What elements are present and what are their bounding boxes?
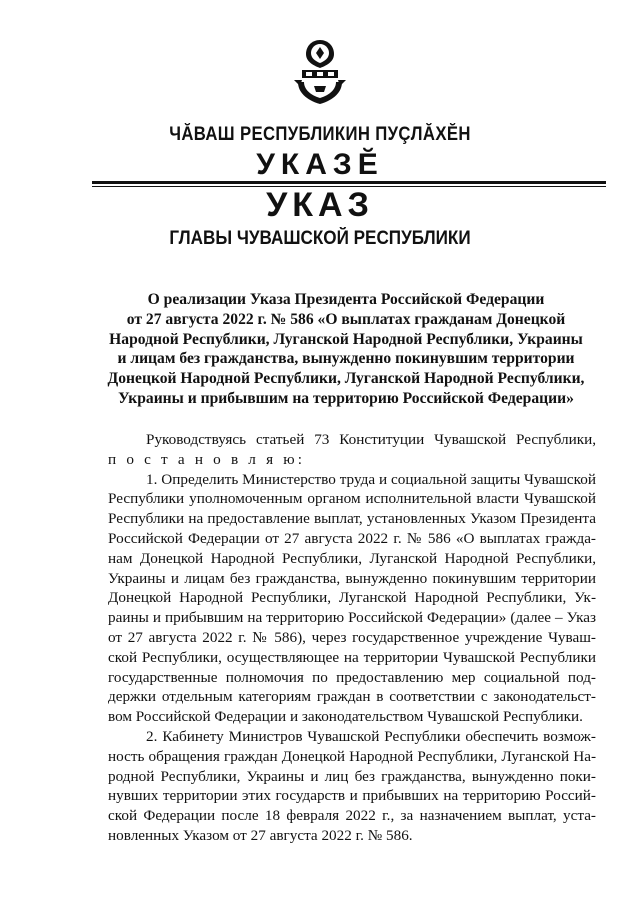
- body-line: ность обращения граждан Донецкой Народной Республики, Луганской На-: [108, 747, 596, 765]
- body-line: нувших территории этих государств и прибывших на территорию Россий-: [108, 787, 596, 805]
- body-line: родной Республики, Украины и лиц без гражданства, вынужденно поки-: [108, 767, 596, 785]
- chuvash-header-line: ЧĂВАШ РЕСПУБЛИКИН ПУÇЛĂХĔН: [169, 124, 471, 145]
- subject-line: Донецкой Народной Республики, Луганской Народной Республики,: [107, 370, 585, 388]
- subject-line: О реализации Указа Президента Российской Федерации: [147, 291, 545, 308]
- coat-of-arms-icon: [288, 34, 352, 108]
- body-line: Донецкой Народной Республики, Луганской Народной Республики, Ук-: [108, 589, 596, 607]
- russian-head-subtitle: ГЛАВЫ ЧУВАШСКОЙ РЕСПУБЛИКИ: [169, 228, 471, 249]
- body-line: 1. Определить Министерство труда и социальной защиты Чувашской: [146, 470, 596, 488]
- chuvash-ukaze-title: УКАЗĔ: [256, 148, 384, 181]
- subject-line: Украины и прибывшим на территорию Российской Федерации»: [118, 389, 574, 407]
- body-line: нам Донецкой Народной Республики, Луганской Народной Республики,: [108, 549, 596, 567]
- body-line: новленных Указом от 27 августа 2022 г. № 586.: [108, 826, 413, 844]
- decree-subject: [96, 290, 596, 409]
- body-line: Республики на предоставление выплат, установленных Указом Президента: [108, 510, 596, 528]
- subject-line: от 27 августа 2022 г. № 586 «О выплатах гражданам Донецкой: [126, 310, 566, 328]
- body-line-postanovlyayu: п о с т а н о в л я ю:: [108, 450, 306, 468]
- russian-ukaz-title: УКАЗ: [266, 186, 374, 224]
- body-line: держки отдельным категориям граждан в соответствии с законодательст-: [108, 688, 596, 706]
- subject-line: и лицам без гражданства, вынужденно покинувшим территории: [117, 350, 575, 368]
- body-line: ской Республики, осуществляющее на территории Чувашской Республики: [108, 648, 596, 666]
- body-line: Руководствуясь статьей 73 Конституции Чувашской Республики,: [146, 431, 596, 448]
- body-line: Украины и лицам без гражданства, вынужденно покинувшим территории: [108, 569, 596, 587]
- subject-line: Народной Республики, Луганской Народной Республики, Украины: [109, 330, 583, 348]
- body-line: государственные полномочия по предоставлению мер социальной под-: [108, 668, 596, 686]
- body-line: Российской Федерации от 27 августа 2022 г. № 586 «О выплатах гражда-: [108, 529, 596, 547]
- body-line: вом Российской Федерации и законодательством Чувашской Республики.: [108, 708, 583, 726]
- body-line: ской Федерации после 18 февраля 2022 г., за назначением выплат, уста-: [108, 807, 596, 825]
- decree-body: [108, 430, 596, 846]
- header-divider-thick: [92, 181, 606, 184]
- body-line: раины и прибывшим на территорию Российской Федерации» (далее – Указ: [108, 609, 596, 627]
- body-line: 2. Кабинету Министров Чувашской Республики обеспечить возмож-: [146, 727, 596, 745]
- body-line: от 27 августа 2022 г. № 586), через государственное учреждение Чуваш-: [108, 628, 596, 646]
- body-line: Республики уполномоченным органом исполнительной власти Чувашской: [108, 490, 596, 508]
